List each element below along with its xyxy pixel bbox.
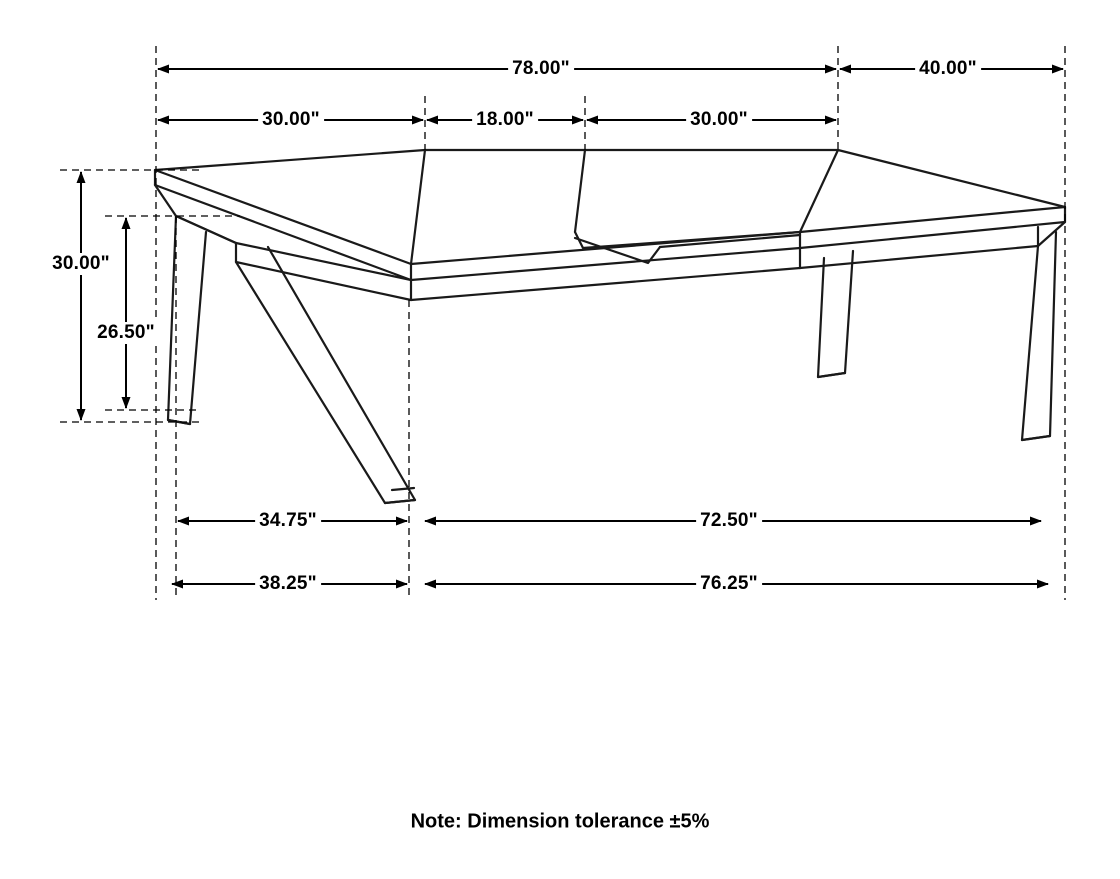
extension-lines — [60, 46, 1065, 600]
dimension-label-3475: 34.75" — [255, 510, 321, 532]
dimension-label-height-30: 30.00" — [48, 253, 114, 275]
dimension-label-7250: 72.50" — [696, 510, 762, 532]
dimension-label-7625: 76.25" — [696, 573, 762, 595]
dimension-label-3825: 38.25" — [255, 573, 321, 595]
dimension-label-78: 78.00" — [508, 58, 574, 80]
dimension-arrows — [81, 69, 1063, 584]
dimension-label-height-2650: 26.50" — [93, 322, 159, 344]
dimension-label-18: 18.00" — [472, 109, 538, 131]
table-outline — [155, 150, 1065, 503]
tolerance-note: Note: Dimension tolerance ±5% — [410, 810, 710, 833]
dimension-label-40: 40.00" — [915, 58, 981, 80]
dimension-label-30-right: 30.00" — [686, 109, 752, 131]
dimension-label-30-left: 30.00" — [258, 109, 324, 131]
